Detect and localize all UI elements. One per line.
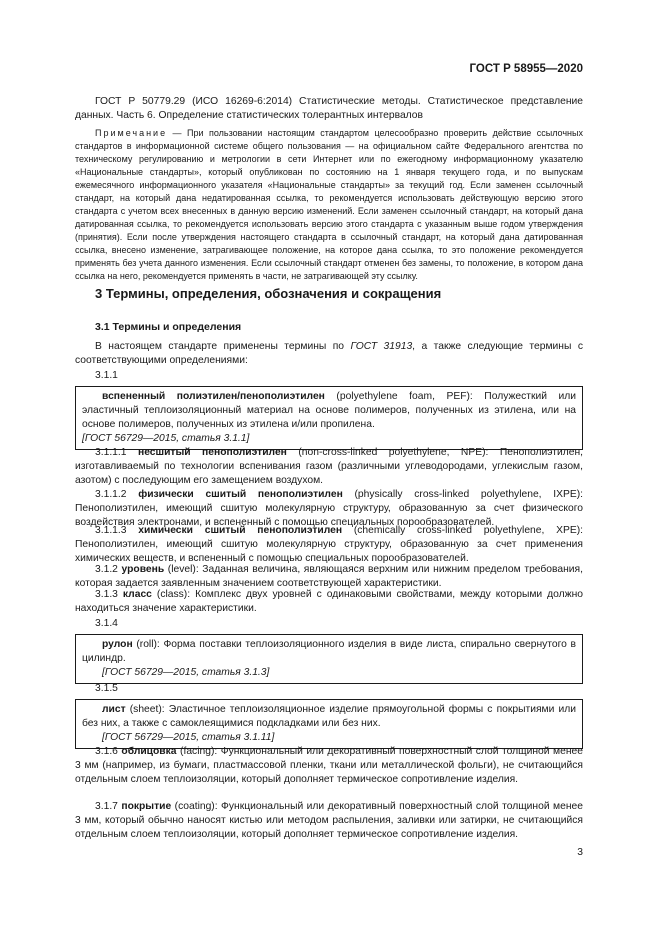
term-3-1-4 bbox=[75, 617, 583, 684]
term-number: 3.1.2 bbox=[95, 564, 118, 575]
term-name: рулон bbox=[102, 639, 133, 650]
term-number: 3.1.7 bbox=[95, 801, 118, 812]
term-definition: (chemically cross-linked polyethylene, XPE): Пенополиэтилен, имеющий сшитую молекулярную структуру, образованную за счет применения химических веществ, и вспененный с помощью специальных порообразователей. bbox=[75, 525, 583, 564]
term-number: 3.1.6 bbox=[95, 746, 118, 757]
term-definition: (level): Заданная величина, являющаяся верхним или нижним пределом требования, которая задается заявленным значением соответствующей характеристики. bbox=[75, 564, 583, 589]
term-name: класс bbox=[122, 589, 152, 600]
term-3-1-1-1 bbox=[75, 446, 583, 488]
normative-reference-item bbox=[75, 95, 583, 123]
term-source-ref: [ГОСТ 56729—2015, статья 3.1.3] bbox=[102, 667, 270, 678]
intro-text-post: , а также следующие термины с соответствующими определениями: bbox=[75, 341, 583, 366]
term-definition: (facing): Функциональный или декоративный поверхностный слой толщиной менее 3 мм (например, из бумаги, пластмассовой пленки, ткани или металлической фольги), не считающийся отдельным слоем теплоизоляции, который дополняет термическое сопротивление изделия. bbox=[75, 746, 583, 785]
term-3-1-1 bbox=[75, 369, 583, 450]
term-3-1-5-box bbox=[75, 699, 583, 749]
term-number: 3.1.5 bbox=[95, 683, 118, 694]
term-number: 3.1.1 bbox=[95, 370, 118, 381]
term-3-1-4-box bbox=[75, 634, 583, 684]
term-name: уровень bbox=[121, 564, 165, 575]
term-3-1-1-box bbox=[75, 386, 583, 450]
term-definition: (physically cross-linked polyethylene, IXPE): Пенополиэтилен, имеющий сшитую молекулярную структуру, образованную за счет физического воздействия электронами, и вспененный с помощью специальных порообразователей. bbox=[75, 489, 583, 528]
note-block bbox=[75, 127, 583, 283]
intro-standard-link: ГОСТ 31913 bbox=[350, 341, 413, 352]
reference-text: ГОСТ Р 50779.29 (ИСО 16269-6:2014) Статистические методы. Статистическое представление данных. Часть 6. Определение статистических толерантных интервалов bbox=[75, 96, 583, 121]
term-3-1-2 bbox=[75, 563, 583, 591]
term-name: покрытие bbox=[121, 801, 172, 812]
term-3-1-1-3 bbox=[75, 524, 583, 566]
note-text: — При пользовании настоящим стандартом целесообразно проверить действие ссылочных стандартов в информационной системе общего пользования — на официальном сайте Федерального агентства по техническому регулированию и метрологии в сети Интернет или по ежегодному информационному указателю «Национальные стандарты», который опубликован по состоянию на 1 января текущего года, и по выпускам ежемесячного информационного указателя «Национальные стандарты» за текущий год. Если заменен ссылочный стандарт, на который дана недатированная ссылка, то рекомендуется использовать действующую версию этого стандарта с учетом всех внесенных в данную версию изменений. Если заменен ссылочный стандарт, на который дана датированная ссылка, то рекомендуется использовать версию этого стандарта с указанным выше годом утверждения (принятия). Если после утверждения настоящего стандарта в ссылочный стандарт, на который дана датированная ссылка, внесено изменение, затрагивающее положение, на которое дана ссылка, то это положение рекомендуется применять без учета данного изменения. Если ссылочный стандарт отменен без замены, то положение, в котором дана ссылка на него, рекомендуется применять в части, не затрагивающей эту ссылку. bbox=[75, 128, 583, 281]
term-definition: (sheet): Эластичное теплоизоляционное изделие прямоугольной формы с покрытиями или без них, а также с самоклеящимися подкладками или без них. bbox=[82, 704, 576, 729]
term-name: химически сшитый пенополиэтилен bbox=[138, 525, 343, 536]
page-number: 3 bbox=[577, 847, 583, 858]
term-number: 3.1.1.2 bbox=[95, 489, 127, 500]
term-name: лист bbox=[102, 704, 126, 715]
term-source-ref: [ГОСТ 56729—2015, статья 3.1.11] bbox=[102, 732, 275, 743]
term-definition: (non-cross-linked polyethylene, NPE): Пенополиэтилен, изготавливаемый по технологии вспенивания газом (различными углеводородами, углекислым газом, азотом) с последующим его замещением воздухом. bbox=[75, 447, 583, 486]
term-definition: (class): Комплекс двух уровней с одинаковыми свойствами, между которыми должно находиться значение характеристики. bbox=[75, 589, 583, 614]
term-3-1-3 bbox=[75, 588, 583, 616]
intro-text-pre: В настоящем стандарте применены термины по bbox=[95, 341, 351, 352]
section-3-1-heading-wrap bbox=[75, 320, 583, 334]
term-name: несшитый пенополиэтилен bbox=[137, 447, 287, 458]
term-definition: (coating): Функциональный или декоративный поверхностный слой толщиной менее 3 мм, который обычно наносят кистью или методом распыления, заливки или затирки, не считающийся отдельным слоем теплоизоляции, который дополняет термическое сопротивление изделия. bbox=[75, 801, 583, 840]
term-number: 3.1.1.1 bbox=[95, 447, 127, 458]
term-name: облицовка bbox=[121, 746, 177, 757]
term-definition: (roll): Форма поставки теплоизоляционного изделия в виде листа, спирально свернутого в цилиндр. bbox=[82, 639, 576, 664]
term-3-1-6 bbox=[75, 745, 583, 787]
term-name: физически сшитый пенополиэтилен bbox=[138, 489, 343, 500]
term-number: 3.1.4 bbox=[95, 618, 118, 629]
term-name: вспененный полиэтилен/пенополиэтилен bbox=[102, 391, 325, 402]
term-number: 3.1.1.3 bbox=[95, 525, 127, 536]
term-3-1-7 bbox=[75, 800, 583, 842]
section-3-heading: 3 Термины, определения, обозначения и сокращения bbox=[95, 286, 442, 301]
note-label: Примечание bbox=[95, 128, 168, 138]
term-source-ref: [ГОСТ 56729—2015, статья 3.1.1] bbox=[82, 433, 250, 444]
section-3-1-heading: 3.1 Термины и определения bbox=[95, 321, 242, 333]
section-3-heading-wrap bbox=[75, 287, 583, 301]
term-number: 3.1.3 bbox=[95, 589, 118, 600]
section-3-1-intro bbox=[75, 340, 583, 368]
term-3-1-5 bbox=[75, 682, 583, 749]
term-definition: (polyethylene foam, PEF): Полужесткий или эластичный теплоизоляционный материал на основе полимеров, полученных из этилена, или на основе полимеров, полученных из этилена и/или пропилена. bbox=[82, 391, 576, 430]
document-id-header: ГОСТ Р 58955—2020 bbox=[469, 63, 583, 75]
